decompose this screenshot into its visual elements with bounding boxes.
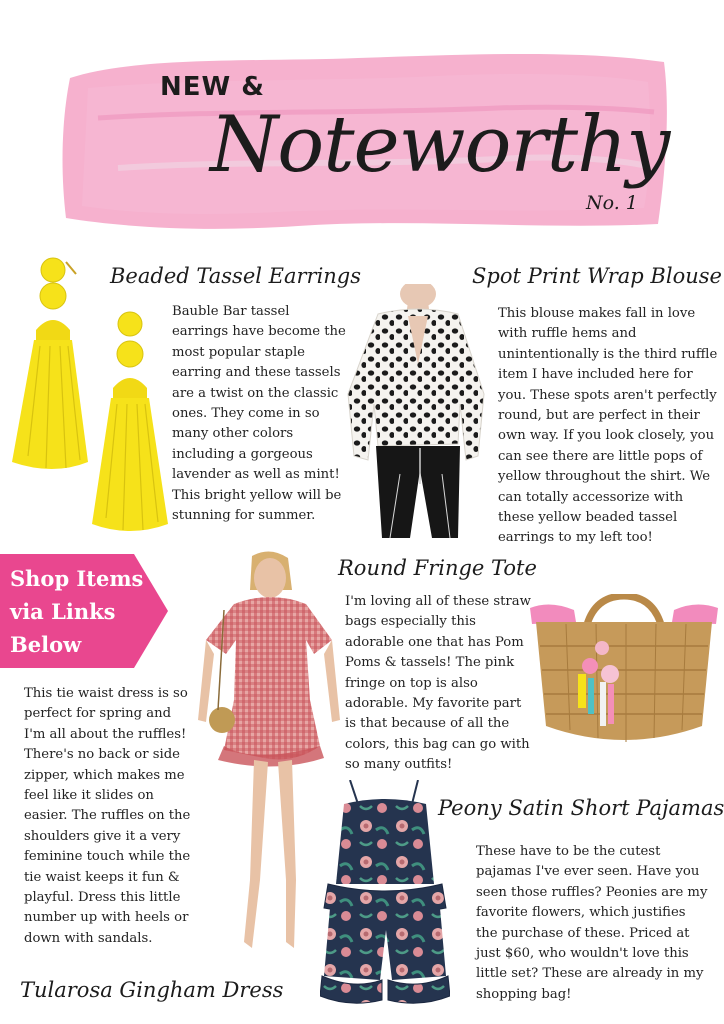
issue-number: No. 1 <box>586 192 638 214</box>
earrings-description: Bauble Bar tassel earrings have become the most popular staple earring and these tassels are a twist on the classic ones. They come in so many other colors including a gorgeous lavender as well as mint! This bright yellow will be stunning for summer. <box>172 304 346 524</box>
shop-items-label[interactable]: Shop Items via Links Below <box>10 566 144 657</box>
blouse-title[interactable]: Spot Print Wrap Blouse <box>472 264 722 288</box>
earrings-title[interactable]: Beaded Tassel Earrings <box>110 264 362 288</box>
yellow-tassel-earrings-image[interactable] <box>6 256 176 536</box>
dress-title[interactable]: Tularosa Gingham Dress <box>20 978 284 1002</box>
peony-satin-pajamas-image[interactable] <box>320 780 450 1014</box>
page-title: Noteworthy <box>210 100 670 190</box>
header-kicker: NEW & <box>160 72 265 102</box>
round-fringe-tote-image[interactable] <box>530 594 718 750</box>
spot-print-blouse-image[interactable] <box>338 284 494 538</box>
pajamas-description: These have to be the cutest pajamas I've ever seen. Have you seen those ruffles? Peonies are my favorite flowers, which justifies the purchase of these. Priced at just $60, who wouldn't love this little set? These are already in my shopping bag! <box>476 844 708 1002</box>
blouse-description: This blouse makes fall in love with ruffle hems and unintentionally is the third ruffle item I have included here for you. These spots aren't perfectly round, but are perfect in their own way. If you look closely, you can see there are little pops of yellow throughout the shirt. We can totally accessorize with these yellow beaded tassel earrings to my left too! <box>498 306 718 546</box>
tote-title[interactable]: Round Fringe Tote <box>338 556 537 580</box>
dress-description: This tie waist dress is so perfect for spring and I'm all about the ruffles! There's no back or side zipper, which makes me feel like it slides on easier. The ruffles on the shoulders give it a very feminine touch while the tie waist keeps it fun & playful. Dress this little number up with heels or down with sandals. <box>24 686 191 946</box>
tote-description: I'm loving all of these straw bags especially this adorable one that has Pom Poms & tassels! The pink fringe on top is also adorable. My favorite part is that because of all the colors, this bag can go with so many outfits! <box>345 594 531 773</box>
pajamas-title[interactable]: Peony Satin Short Pajamas <box>438 796 724 820</box>
